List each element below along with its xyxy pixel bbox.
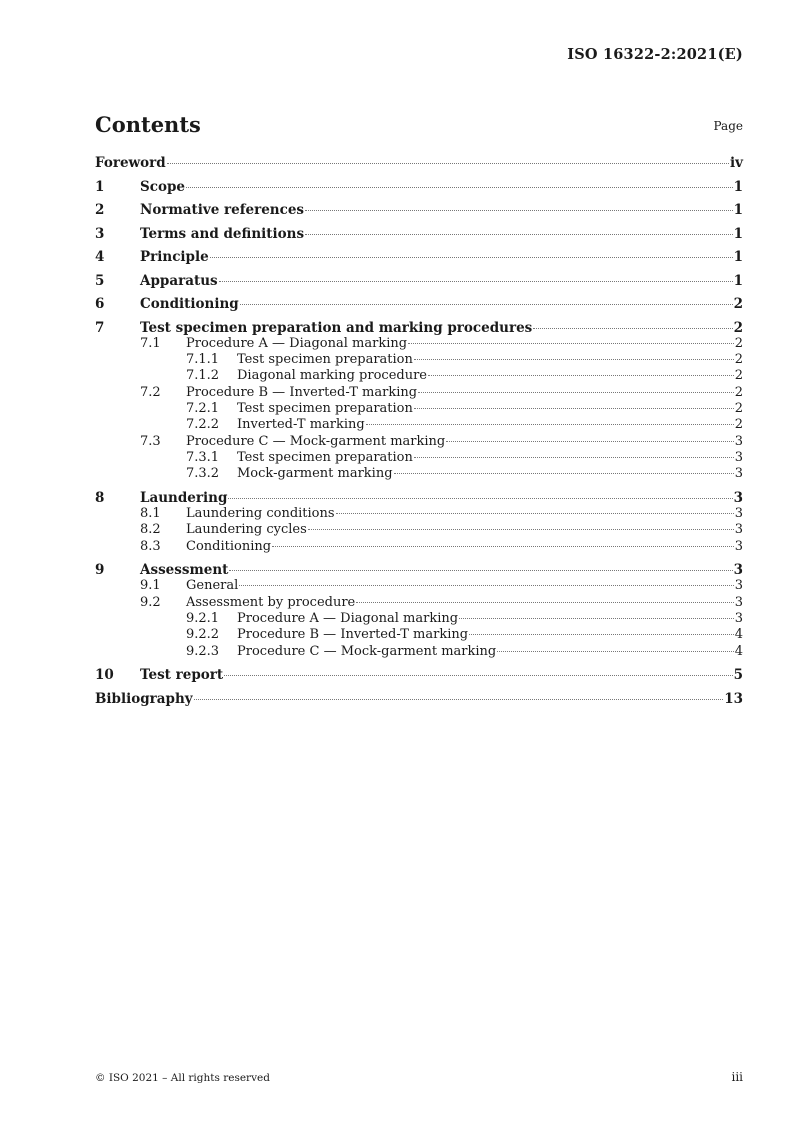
toc-entry-title: Procedure B — Inverted-T marking [237,627,469,643]
toc-dot-leader [305,234,733,235]
toc-entry-title: Procedure A — Diagonal marking [186,335,408,351]
copyright-notice: © ISO 2021 – All rights reserved [95,1072,270,1084]
toc-entry[interactable] [95,490,743,506]
toc-entry-number: 1 [95,178,105,195]
toc-entry-page: 1 [733,178,743,195]
toc-dot-leader [356,602,733,603]
toc-entry-number: 3 [95,225,105,242]
toc-entry[interactable] [95,562,743,578]
toc-dot-leader [210,257,733,258]
toc-entry-number: 2 [95,202,105,218]
toc-entry[interactable] [95,352,743,367]
toc-entry-page: 2 [734,417,743,433]
toc-entry[interactable] [95,644,743,659]
toc-entry-title: Laundering [140,489,228,506]
toc-entry-page: iv [730,155,743,171]
toc-entry-title: Test report [140,667,224,684]
toc-entry-page: 1 [733,225,743,242]
toc-entry-title: Procedure A — Diagonal marking [237,611,459,626]
page-column-label: Page [713,119,743,133]
toc-entry-page: 4 [734,627,743,643]
toc-dot-leader [186,187,733,188]
toc-entry-title: Test specimen preparation [237,401,413,416]
toc-entry-page: 1 [733,202,743,218]
toc-entry-page: 2 [734,368,743,384]
toc-entry-page: 1 [733,249,743,265]
toc-entry[interactable] [95,611,743,626]
toc-entry-page: 2 [734,384,743,400]
toc-dot-leader [336,513,734,514]
toc-entry-number: 8.3 [140,538,161,554]
toc-dot-leader [394,473,734,474]
toc-entry[interactable] [95,578,743,593]
toc-dot-leader [418,392,734,393]
toc-entry-number: 7.2.2 [186,417,220,433]
toc-entry-number: 7.2 [140,384,161,400]
toc-dot-leader [229,570,732,571]
toc-entry[interactable] [95,522,743,537]
toc-entry-page: 3 [734,594,743,610]
toc-entry[interactable] [95,385,743,400]
toc-entry-number: 8 [95,489,105,506]
toc-entry-title: Scope [140,178,186,195]
toc-entry-page: 1 [733,272,743,289]
toc-entry-title: Assessment [140,562,229,579]
toc-dot-leader [194,699,724,700]
toc-entry-title: Normative references [140,202,305,218]
toc-entry-number: 8.2 [140,522,161,538]
toc-entry[interactable] [95,273,743,289]
toc-entry-title: Principle [140,249,209,265]
toc-entry-title: Inverted-T marking [237,417,365,433]
toc-dot-leader [240,304,733,305]
toc-entry[interactable] [95,417,743,432]
toc-entry-number: 9.2 [140,594,161,610]
toc-entry-title: Laundering conditions [186,506,335,521]
toc-entry-title: Laundering cycles [186,522,307,538]
toc-entry-page: 3 [733,562,743,579]
toc-dot-leader [305,210,733,211]
toc-entry-number: 7.2.1 [186,401,220,416]
toc-entry-title: Procedure B — Inverted-T marking [186,384,418,400]
toc-entry-title: Test specimen preparation [237,449,413,465]
toc-entry-number: 7.1.1 [186,352,220,368]
toc-entry[interactable] [95,539,743,554]
toc-entry-page: 3 [734,466,743,482]
toc-entry-title: Terms and definitions [140,225,305,242]
toc-entry[interactable] [95,336,743,351]
toc-entry-page: 13 [724,690,743,707]
toc-entry-page: 2 [733,319,743,336]
toc-entry[interactable] [95,627,743,642]
toc-entry[interactable] [95,202,743,218]
toc-entry-number: 5 [95,272,105,289]
toc-entry-number: 7 [95,319,105,336]
toc-entry-page: 2 [733,296,743,312]
toc-entry-page: 3 [734,611,743,626]
toc-entry[interactable] [95,401,743,416]
toc-entry[interactable] [95,691,743,707]
toc-entry-title: Procedure C — Mock-garment marking [237,643,497,659]
toc-dot-leader [497,651,733,652]
toc-entry-page: 3 [734,506,743,521]
toc-entry-number: 9 [95,562,105,579]
toc-entry-number: 8.1 [140,506,161,521]
toc-entry-number: 4 [95,249,105,265]
toc-dot-leader [428,375,734,376]
toc-entry[interactable] [95,155,743,171]
toc-entry-title: Mock-garment marking [237,466,393,482]
toc-entry-page: 3 [734,433,743,449]
toc-entry[interactable] [95,466,743,481]
toc-entry-page: 3 [734,538,743,554]
toc-entry[interactable] [95,368,743,383]
toc-entry-number: 7.1 [140,335,161,351]
toc-dot-leader [469,634,734,635]
toc-entry[interactable] [95,320,743,336]
toc-entry-page: 3 [734,522,743,538]
toc-entry-title: Test specimen preparation [237,352,413,368]
document-id: ISO 16322-2:2021(E) [567,46,743,63]
toc-entry-title: Conditioning [186,538,272,554]
toc-dot-leader [366,424,734,425]
toc-entry-title: Procedure C — Mock-garment marking [186,433,446,449]
toc-dot-leader [228,498,732,499]
toc-entry-page: 3 [733,489,743,506]
toc-dot-leader [308,529,734,530]
toc-entry-page: 3 [734,578,743,594]
toc-dot-leader [533,328,732,329]
toc-entry-page: 5 [733,667,743,684]
toc-entry-title: Apparatus [140,272,218,289]
toc-entry-number: 6 [95,296,105,312]
contents-title: Contents [95,112,201,137]
toc-entry[interactable] [95,226,743,242]
toc-entry[interactable] [95,506,743,521]
toc-entry-title: Bibliography [95,690,193,707]
toc-entry-number: 7.3 [140,433,161,449]
toc-entry[interactable] [95,667,743,683]
toc-entry[interactable] [95,249,743,265]
toc-entry-number: 10 [95,667,114,684]
toc-entry[interactable] [95,595,743,610]
page-number: iii [731,1070,743,1084]
toc-entry[interactable] [95,296,743,312]
toc-dot-leader [167,163,729,164]
toc-entry-number: 9.2.2 [186,627,220,643]
toc-entry-title: Conditioning [140,296,239,312]
toc-entry-number: 7.1.2 [186,368,220,384]
toc-entry-title: Foreword [95,155,166,171]
toc-dot-leader [219,281,733,282]
toc-entry-title: Assessment by procedure [186,594,356,610]
toc-entry[interactable] [95,450,743,465]
toc-dot-leader [414,408,734,409]
toc-entry-page: 2 [734,352,743,368]
toc-entry-page: 3 [734,449,743,465]
toc-dot-leader [414,359,734,360]
toc-entry-title: Test specimen preparation and marking procedures [140,319,533,336]
toc-entry-page: 2 [734,335,743,351]
toc-entry-title: General [186,578,239,594]
toc-entry[interactable] [95,434,743,449]
toc-entry-number: 9.2.1 [186,611,220,626]
toc-dot-leader [408,343,734,344]
toc-dot-leader [459,618,734,619]
toc-dot-leader [414,457,734,458]
toc-entry-title: Diagonal marking procedure [237,368,427,384]
toc-entry-page: 2 [734,401,743,416]
contents-header [95,112,743,138]
toc-dot-leader [272,546,734,547]
toc-dot-leader [446,441,733,442]
toc-dot-leader [239,585,733,586]
toc-entry-page: 4 [734,643,743,659]
toc-dot-leader [224,675,732,676]
toc-entry-number: 7.3.2 [186,466,220,482]
toc-entry-number: 7.3.1 [186,449,220,465]
toc-entry[interactable] [95,179,743,195]
toc-entry-number: 9.1 [140,578,161,594]
toc-entry-number: 9.2.3 [186,643,220,659]
